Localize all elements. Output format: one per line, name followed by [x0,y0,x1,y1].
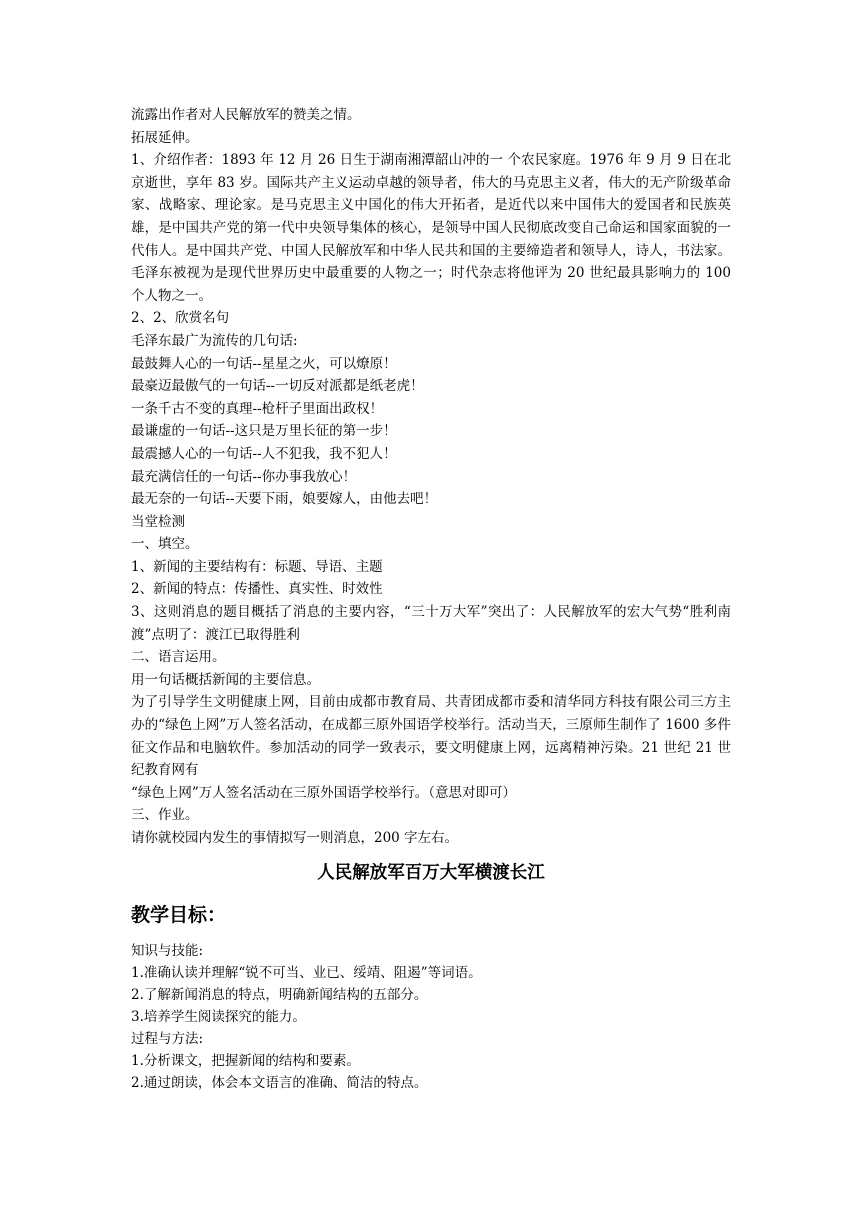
paragraph: 流露出作者对人民解放军的赞美之情。 [131,107,361,123]
objectives-list [131,940,731,1094]
paragraph: 毛泽东最广为流传的几句话: [131,332,298,349]
paragraph: 用一句话概括新闻的主要信息。 [131,671,320,688]
objective-category: 过程与方法: [131,1030,204,1047]
quote-line: 最鼓舞人心的一句话--星星之火，可以燎原！ [131,355,397,372]
objective-item: 1.准确认读并理解“锐不可当、业已、绥靖、阻遏”等词语。 [131,964,482,981]
objectives-heading: 教学目标： [131,903,227,926]
quote-line: 最豪迈最傲气的一句话--一切反对派都是纸老虎！ [131,378,424,395]
objective-item: 2.了解新闻消息的特点，明确新闻结构的五部分。 [131,986,428,1003]
quote-line: 最震撼人心的一句话--人不犯我，我不犯人！ [131,445,397,462]
objective-item: 3.培养学生阅读探究的能力。 [131,1008,306,1025]
objective-item: 2.通过朗读，体会本文语言的准确、简洁的特点。 [131,1074,428,1091]
question-heading: 二、语言运用。 [131,649,226,666]
paragraph-author-intro: 1、介绍作者：1893 年 12 月 26 日生于湖南湘潭韶山冲的一 个农民家庭。1976 年 9 月 9 日在北京逝世，享年 83 岁。国际共产主义运动卓越的领导者，伟大的马克思主义者，伟大的无产阶级革命家、战略家、理论家。是马克思主义中国化的伟大开拓者，是近代以来中国伟大的爱国者和民族英雄，是中国共产党的第一代中央领导集体的核心，是领导中国人民彻底改变自己命运和国家面貌的一代伟人。是中国共产党、中国人民解放军和中华人民共和国的主要缔造者和领导人，诗人，书法家。毛泽东被视为是现代世界历史中最重要的人物之一；时代杂志将他评为 20 世纪最具影响力的 100 个人物之一。 [131,152,731,304]
quote-line: 最无奈的一句话--天要下雨，娘要嫁人，由他去吧！ [131,491,438,508]
paragraph: 拓展延伸。 [131,129,199,146]
quote-line: 最充满信任的一句话--你办事我放心！ [131,468,357,485]
objective-item: 1.分析课文，把握新闻的结构和要素。 [131,1052,360,1069]
document-page [131,104,731,1094]
answer-line: “绿色上网”万人签名活动在三原外国语学校举行。（意思对即可） [131,784,517,801]
objective-category: 知识与技能: [131,942,204,959]
answer-line: 1、新闻的主要结构有：标题、导语、主题 [131,558,383,575]
question-heading: 一、填空。 [131,536,199,553]
lesson-title: 人民解放军百万大军横渡长江 [317,862,545,883]
quote-line: 一条千古不变的真理--枪杆子里面出政权！ [131,400,384,417]
question-heading: 三、作业。 [131,807,199,824]
answer-line: 3、这则消息的题目概括了消息的主要内容，“三十万大军”突出了：人民解放军的宏大气势“胜利南渡”点明了：渡江已取得胜利 [131,604,731,643]
quote-line: 最谦虚的一句话--这只是万里长征的第一步！ [131,423,397,440]
section-continuation [131,104,731,850]
news-passage: 为了引导学生文明健康上网，目前由成都市教育局、共青团成都市委和清华同方科技有限公司三方主办的“绿色上网”万人签名活动，在成都三原外国语学校举行。活动当天，三原师生制作了 1600 多件征文作品和电脑软件。参加活动的同学一致表示，要文明健康上网，远离精神污染。21 世纪 21 世纪教育网有 [131,694,731,779]
paragraph: 2、2、欣赏名句 [131,310,230,327]
section-label: 当堂检测 [131,513,185,530]
paragraph: 请你就校园内发生的事情拟写一则消息，200 字左右。 [131,830,459,846]
answer-line: 2、新闻的特点：传播性、真实性、时效性 [131,581,383,598]
